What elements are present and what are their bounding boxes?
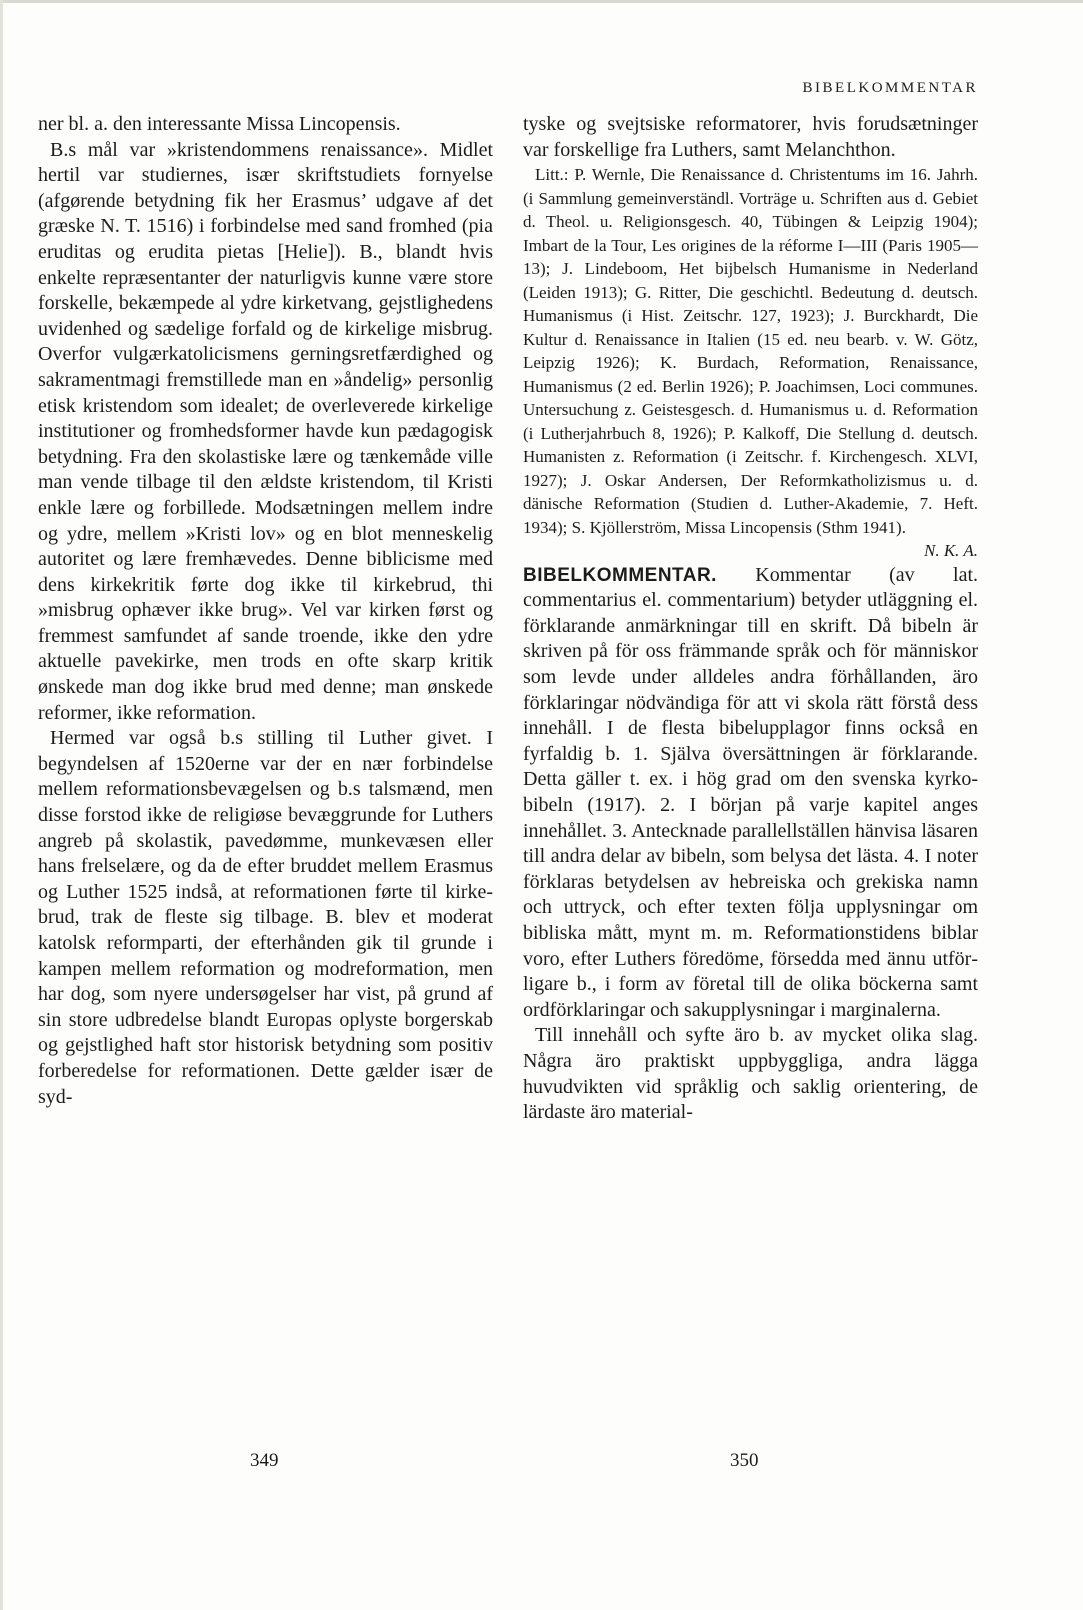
paragraph: Hermed var også b.s stilling til Luther givet. I begyndelsen af 1520erne var der en nær forbindelse mellem reformationsbevægelsen og b.s talsmænd, men disse forstod ikke de religiøse bevæggrunde for Luthers angreb på skolastik, pavedømme, munkevæsen eller hans frelselære, og da de efter bruddet mellem Erasmus og Luther 1525 indså, at reformationen førte til kirkebrud, trak de fleste sig tilbage. B. blev et moderat katolsk reformparti, der efterhånden gik til grunde i kampen mellem reformation og modreformation, men har dog, som nyere undersøgelser har vist, på grund af sin store udbredelse blandt Europas oplyste borgerskab og gejstlighed haft stor historisk betydning som positiv forberedelse for reformationen. Dette gælder især de syd- (38, 727, 493, 1108)
page-number-left: 349 (250, 1450, 279, 1471)
scan-edge (0, 0, 3, 1610)
right-column (523, 112, 978, 1126)
author-signature: N. K. A. (923, 541, 978, 561)
running-head: BIBELKOMMENTAR (802, 80, 978, 96)
literature-list (523, 163, 978, 563)
literature-text: Litt.: P. Wernle, Die Renaissance d. Christentums im 16. Jahrh. (i Sammlung gemeinverständl. Vorträge u. Schriften aus d. Gebiet d. Theol. u. Religionsgesch. 40, Tübingen & Leipzig 1904); Imbart de la Tour, Les origines de la réforme I—III (Paris 1905—13); J. Lindeboom, Het bijbelsch Humanisme in Nederland (Leiden 1913); G. Ritter, Die geschichtl. Bedeutung d. deutsch. Humanismus (i Hist. Zeitschr. 127, 1923); J. Burckhardt, Die Kultur d. Renaissance in Italien (15 ed. neu bearb. v. W. Götz, Leipzig 1926); K. Burdach, Reformation, Renaissance, Humanismus (2 ed. Berlin 1926); P. Joachimsen, Loci communes. Untersuchung z. Geistesgesch. d. Humanismus u. d. Reformation (i Lutherjahrbuch 8, 1926); P. Kalkoff, Die Stellung d. deutsch. Humanisten z. Reformation (i Zeitschr. f. Kirchengesch. XLVI, 1927); J. Oskar Andersen, Der Reformkatholizismus u. d. dänische Reformation (Studien d. Luther-Akademie, 7. Heft. 1934); S. Kjöllerström, Missa Lincopensis (Sthm 1941). (523, 165, 978, 537)
paragraph: tyske og svejtsiske reformatorer, hvis forudsætninger var forskellige fra Luthers, samt Melanchthon. (523, 113, 978, 161)
entry-start (523, 563, 978, 1024)
headword: BIBELKOMMENTAR. (523, 564, 717, 586)
scan-edge (0, 0, 1083, 3)
page-number-right: 350 (730, 1450, 759, 1471)
paragraph: B.s mål var »kristendommens renaissance». Midlet hertil var studiernes, især skriftstudiets fornyelse (afgørende betydning fik her Erasmus’ udgave af det græske N. T. 1516) i forbindelse med sand fromhed (pia eruditas og erudita pietas [Helie]). B., blandt hvis enkelte repræsentanter der naturligvis kunne være store forskelle, bekæmpede al ydre kirketvang, gejstlighedens uvidenhed og sædelige forfald og de kirkelige misbrug. Overfor vulgærkatolicismens gerningsretfærdighed og sakramentmagi fremstillede man en »åndelig» personlig etisk kristendom som idealet; de overleverede kirkelige institutioner og fromhedsformer havde kun pædagogisk betydning. Fra den skolastiske lære og tænkemåde ville man vende tilbage til den ældste kristendom, til Kristi enkle lære og forbillede. Modsætningen mellem indre og ydre, mellem »Kristi lov» og en blot menneskelig autoritet og lære fremhævedes. Denne biblicisme med dens kirkekritik førte dog ikke til kirkebrud, thi »misbrug ophæver ikke brug». Vel var kirken først og fremmest samfundet af sande troende, ikke den ydre aktuelle pavekirke, men trods en ofte skarp kritik ønskede man dog ikke brud med denne; man ønskede reformer, ikke reformation. (38, 138, 493, 724)
paragraph: Till innehåll och syfte äro b. av mycket olika slag. Några äro praktiskt uppbyggliga, andra lägga huvudvikten vid språklig och saklig orientering, de lärdaste äro material- (523, 1024, 978, 1124)
paragraph: Kommentar (av lat. commentarius el. commentarium) betyder utläggning el. förklarande anmärkningar till en skrift. Då bibeln är skriven på för oss främmande språk och för människor som levde under alldeles andra förhållanden, äro förklaringar nödvändiga för att vi skola rätt förstå dess innehåll. I de flesta bibelupplagor finns också en fyrfaldig b. 1. Själva översättningen är förklarande. Detta gäller t. ex. i hög grad om den svenska kyrkobibeln (1917). 2. I början på varje kapitel anges innehållet. 3. Antecknade parallellställen hänvisa läsaren till andra delar av bibeln, som belysa det lästa. 4. I noter förklaras betydelsen av hebreiska och grekiska namn och uttryck, och efter texten följa upplysningar om bibliska mått, mynt m. m. Reformationstidens biblar voro, efter Luthers föredöme, försedda med ännu utförligare b., i form av företal till de olika böckerna samt ordförklaringar och sakupplysningar i marginalerna. (523, 563, 978, 1021)
paragraph: ner bl. a. den interessante Missa Lincopensis. (38, 113, 401, 135)
left-column (38, 112, 493, 1110)
